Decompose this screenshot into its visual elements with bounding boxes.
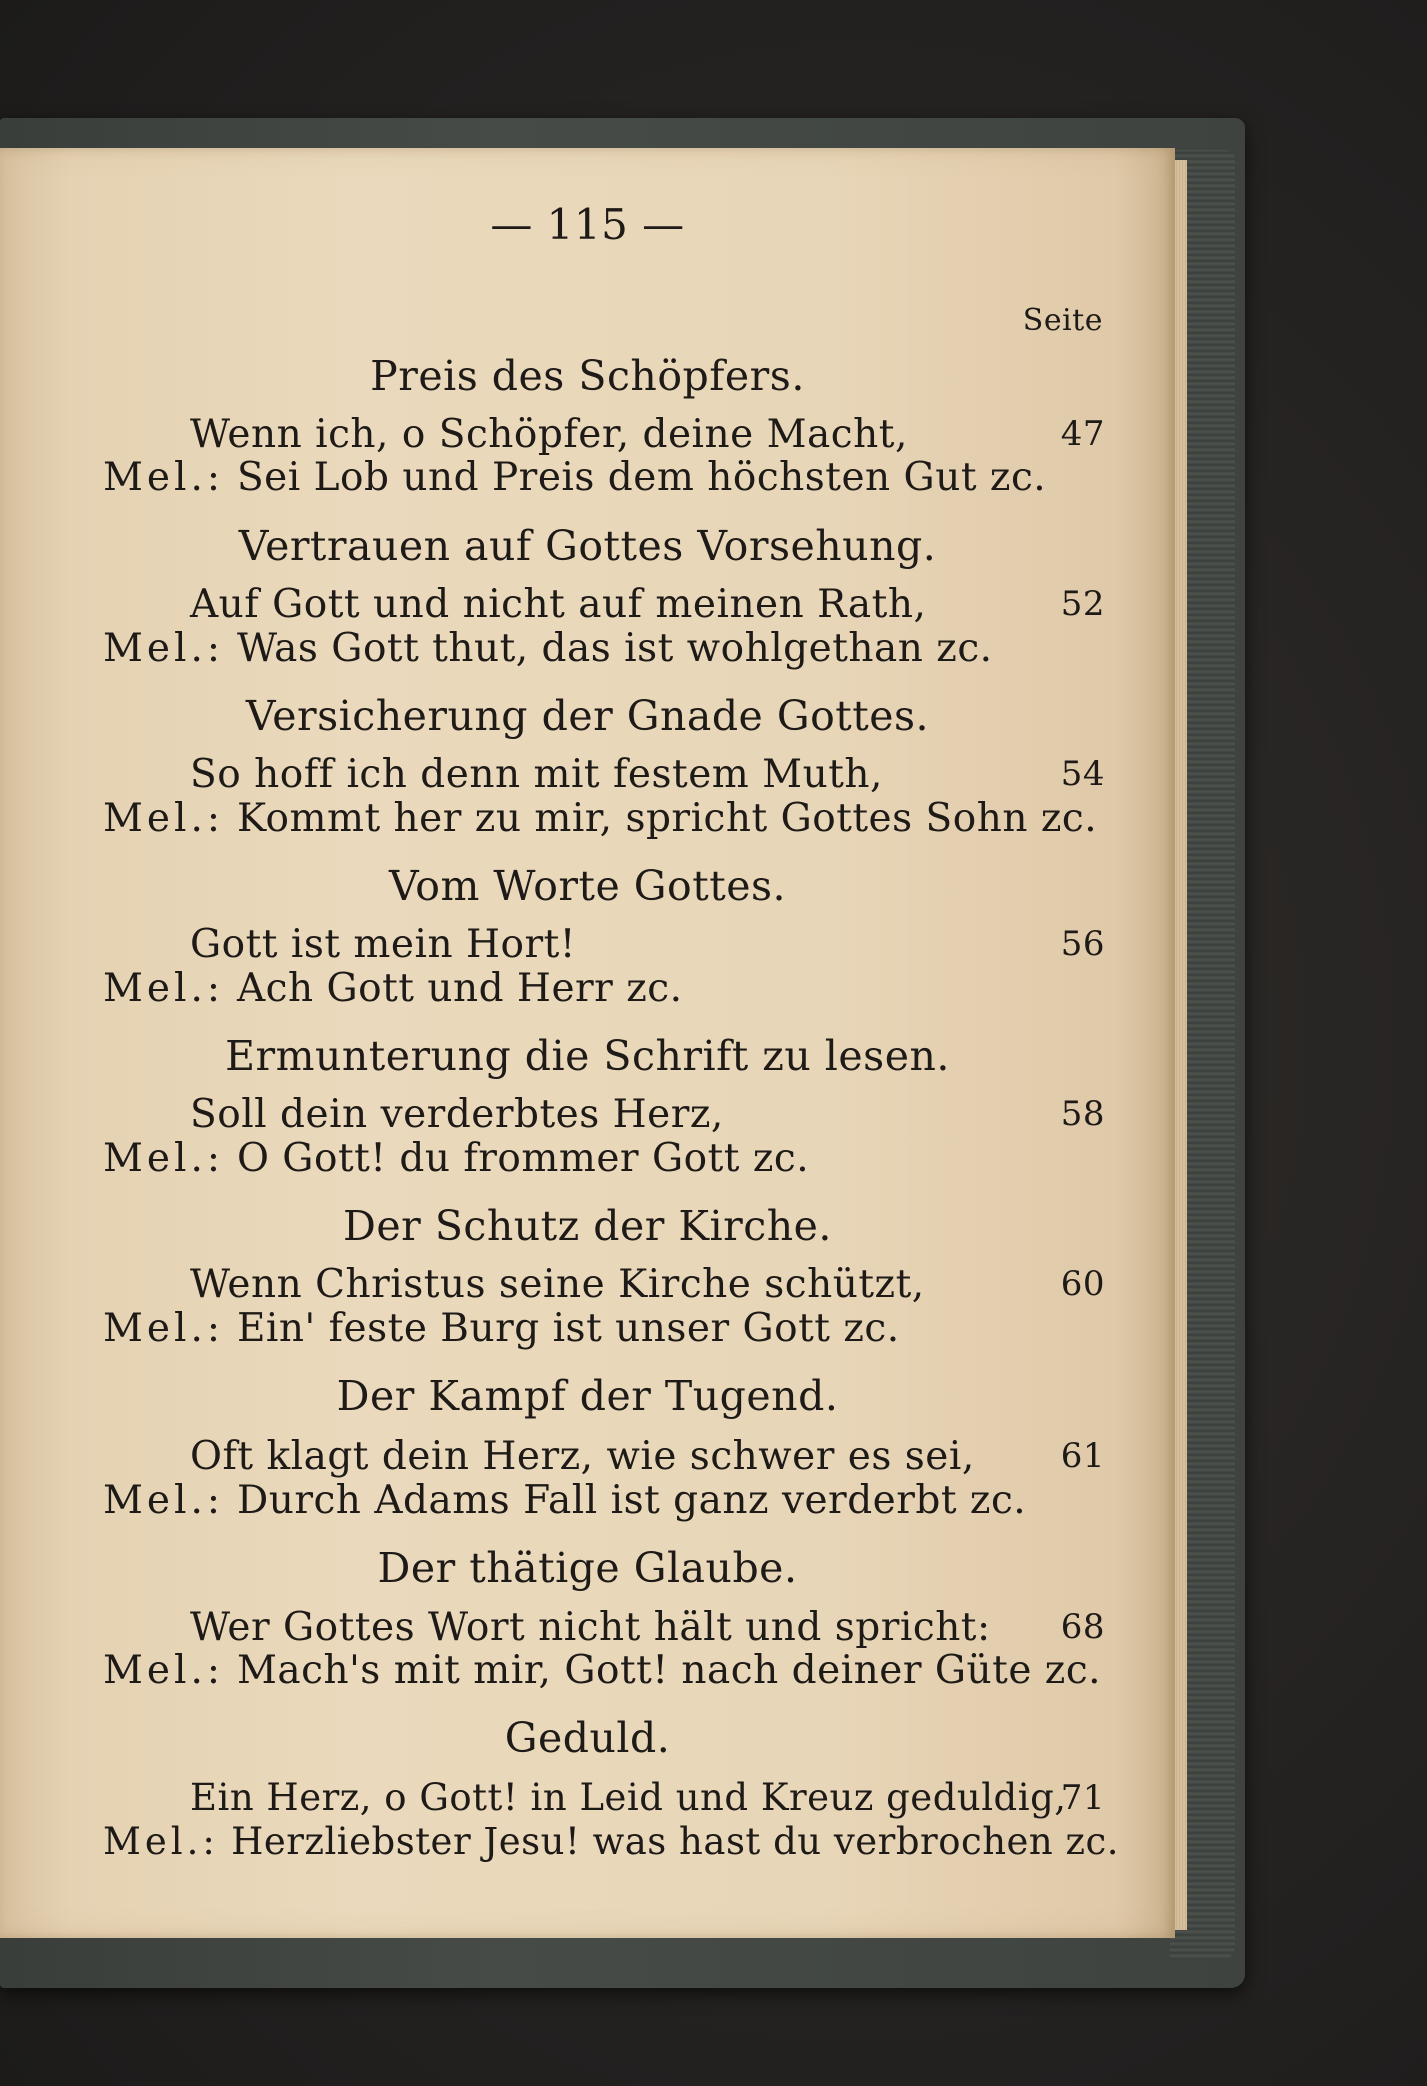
page-reference: 56 xyxy=(1060,924,1105,964)
page-reference: 54 xyxy=(1060,754,1105,794)
melody-text: O Gott! du frommer Gott zc. xyxy=(236,1136,810,1181)
melody-text: Mach's mit mir, Gott! nach deiner Güte zc. xyxy=(236,1648,1102,1693)
melody-prefix: Mel.: xyxy=(103,1478,225,1523)
melody-line xyxy=(103,1478,1026,1523)
melody-line xyxy=(103,1136,809,1181)
melody-text: Kommt her zu mir, spricht Gottes Sohn zc. xyxy=(236,796,1098,841)
page-reference: 68 xyxy=(1060,1607,1105,1647)
page-edges xyxy=(1175,160,1187,1930)
section-title: Der thätige Glaube. xyxy=(377,1544,798,1592)
melody-prefix: Mel.: xyxy=(103,626,225,671)
hymn-first-line: Ein Herz, o Gott! in Leid und Kreuz geduldig, xyxy=(190,1776,1067,1819)
melody-prefix: Mel.: xyxy=(103,796,225,841)
melody-prefix: Mel.: xyxy=(103,1306,225,1351)
hymn-first-line: Wer Gottes Wort nicht hält und spricht: xyxy=(190,1605,991,1650)
page-reference: 71 xyxy=(1060,1778,1105,1818)
page-reference: 52 xyxy=(1060,584,1105,624)
section-title: Geduld. xyxy=(504,1714,671,1762)
melody-prefix: Mel.: xyxy=(103,966,225,1011)
melody-text: Ein' feste Burg ist unser Gott zc. xyxy=(236,1306,900,1351)
section-title: Der Schutz der Kirche. xyxy=(343,1202,832,1250)
melody-line xyxy=(103,966,683,1011)
section-title: Ermunterung die Schrift zu lesen. xyxy=(225,1032,950,1080)
section-title: Preis des Schöpfers. xyxy=(370,352,805,400)
hymn-first-line: Wenn Christus seine Kirche schützt, xyxy=(190,1262,925,1307)
section-title: Vertrauen auf Gottes Vorsehung. xyxy=(238,522,937,570)
melody-prefix: Mel.: xyxy=(103,1648,225,1693)
page-reference: 58 xyxy=(1060,1094,1105,1134)
hymn-first-line: Auf Gott und nicht auf meinen Rath, xyxy=(190,582,927,627)
melody-line xyxy=(103,626,993,671)
page-reference: 61 xyxy=(1060,1436,1105,1476)
page-column-heading: Seite xyxy=(1022,303,1103,338)
melody-line xyxy=(103,796,1097,841)
hymn-first-line: Wenn ich, o Schöpfer, deine Macht, xyxy=(190,412,908,457)
hymn-first-line: Oft klagt dein Herz, wie schwer es sei, xyxy=(190,1434,975,1479)
melody-prefix: Mel.: xyxy=(103,455,225,500)
section-title: Der Kampf der Tugend. xyxy=(336,1372,839,1420)
melody-line xyxy=(103,1306,900,1351)
melody-text: Durch Adams Fall ist ganz verderbt zc. xyxy=(236,1478,1027,1523)
melody-line xyxy=(103,1820,1119,1863)
hymn-first-line: So hoff ich denn mit festem Muth, xyxy=(190,752,883,797)
melody-prefix: Mel.: xyxy=(103,1820,219,1863)
melody-text: Sei Lob und Preis dem höchsten Gut zc. xyxy=(236,455,1047,500)
melody-text: Was Gott thut, das ist wohlgethan zc. xyxy=(236,626,993,671)
melody-line xyxy=(103,1648,1101,1693)
melody-line xyxy=(103,455,1046,500)
section-title: Vom Worte Gottes. xyxy=(388,862,787,910)
page-reference: 47 xyxy=(1060,414,1105,454)
page-reference: 60 xyxy=(1060,1264,1105,1304)
page-number: — 115 — xyxy=(490,200,685,249)
melody-text: Herzliebster Jesu! was hast du verbrochen zc. xyxy=(231,1820,1119,1863)
melody-text: Ach Gott und Herr zc. xyxy=(236,966,683,1011)
melody-prefix: Mel.: xyxy=(103,1136,225,1181)
hymn-first-line: Soll dein verderbtes Herz, xyxy=(190,1092,724,1137)
section-title: Versicherung der Gnade Gottes. xyxy=(245,692,930,740)
hymn-first-line: Gott ist mein Hort! xyxy=(190,922,576,967)
